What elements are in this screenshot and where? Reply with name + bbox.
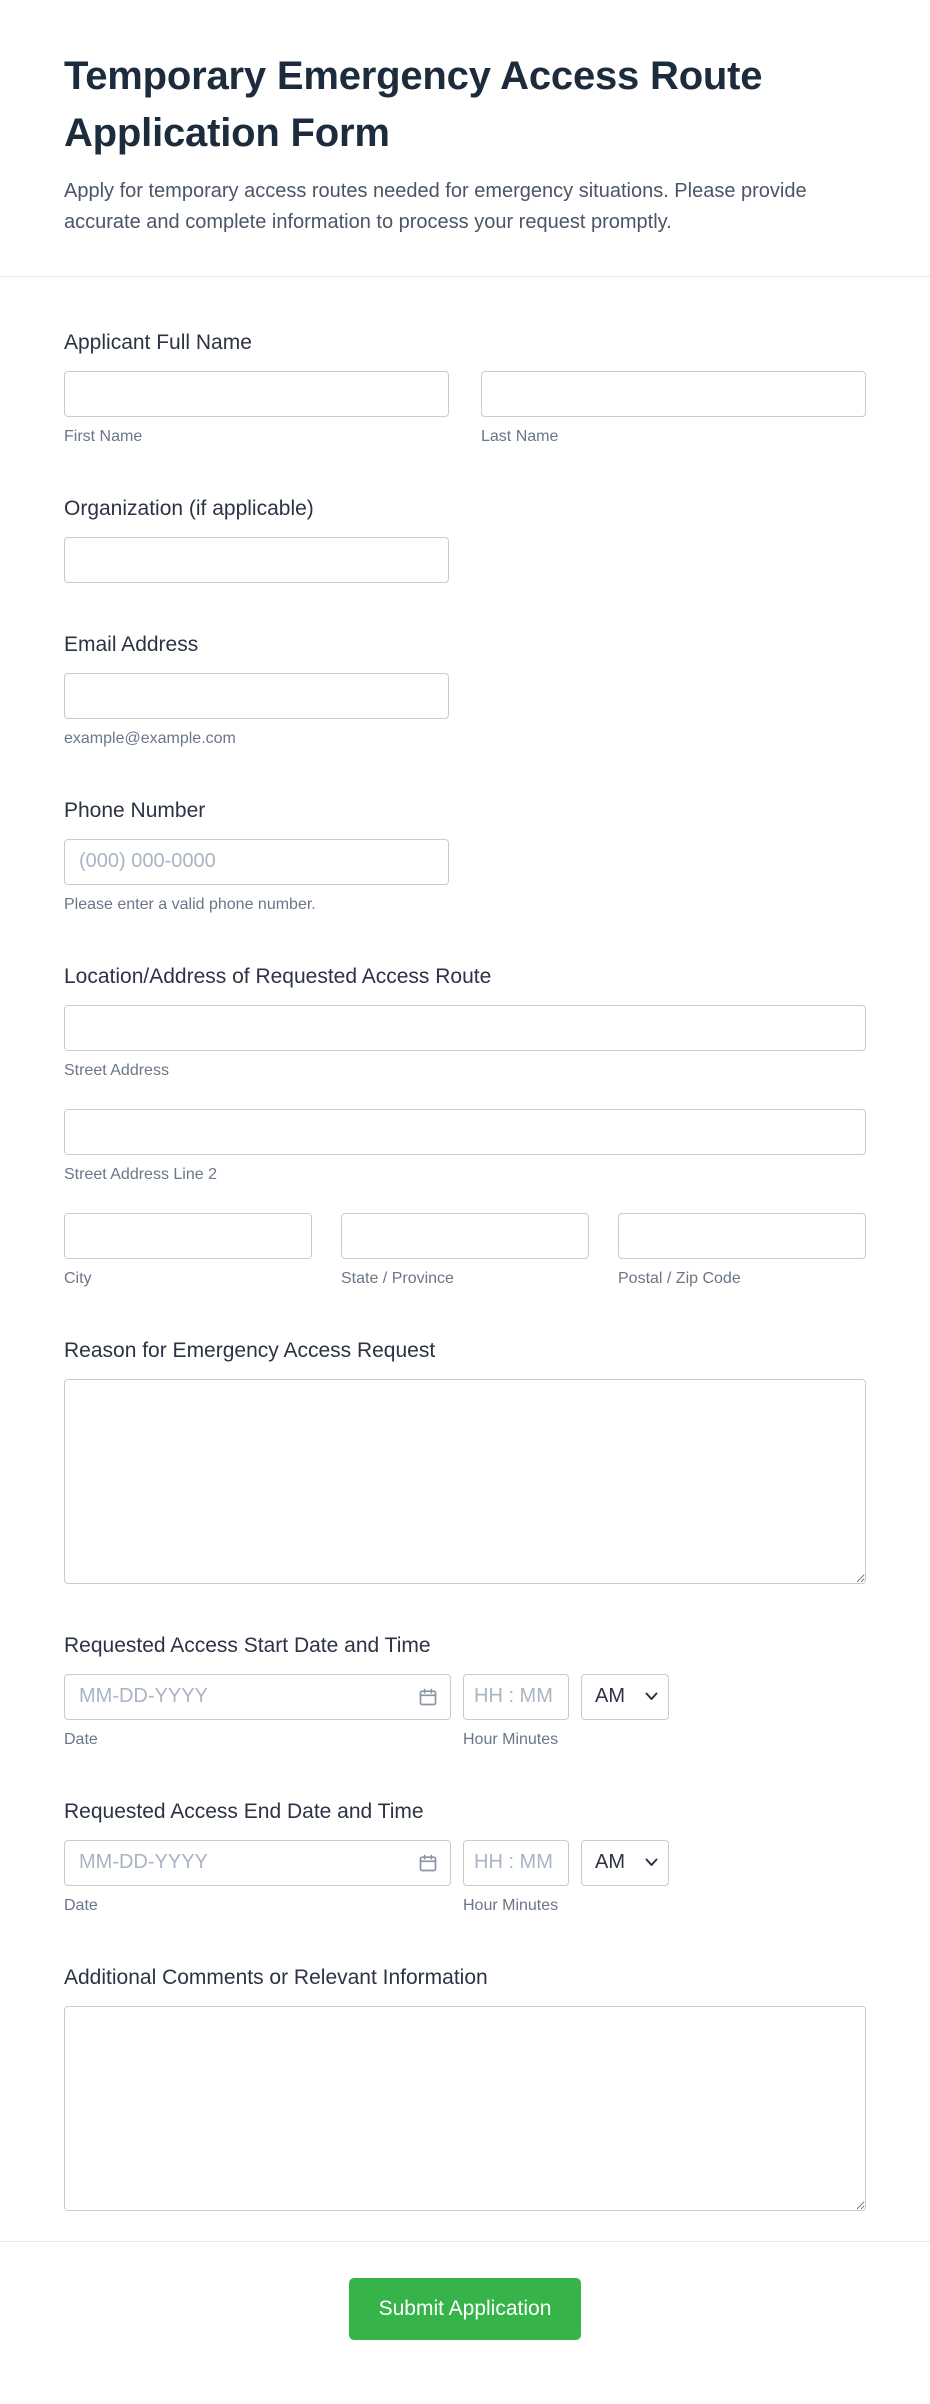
calendar-icon[interactable] [418,1687,438,1707]
start-ampm-value: AM [595,1685,625,1708]
email-sublabel: example@example.com [64,729,236,747]
form-footer [0,2242,930,2393]
city-sublabel: City [64,1269,92,1287]
end-time-sublabel: Hour Minutes [463,1896,559,1914]
state-sublabel: State / Province [341,1269,454,1287]
field-phone [64,797,866,915]
reason-textarea[interactable] [64,1379,866,1584]
email-input[interactable] [64,673,449,719]
first-name-input[interactable] [64,371,449,417]
comments-textarea[interactable] [64,2006,866,2211]
field-comments [64,1964,866,2211]
end-date-sublabel: Date [64,1896,98,1914]
chevron-down-icon [645,1692,658,1701]
postal-code-sublabel: Postal / Zip Code [618,1269,741,1287]
organization-input[interactable] [64,537,449,583]
street-address-line2-sublabel: Street Address Line 2 [64,1165,217,1183]
start-time-input[interactable] [463,1674,569,1720]
comments-label: Additional Comments or Relevant Information [64,1965,488,1989]
end-time-input[interactable] [463,1840,569,1886]
street-address-line2-input[interactable] [64,1109,866,1155]
reason-label: Reason for Emergency Access Request [64,1338,436,1362]
full-name-label: Applicant Full Name [64,330,252,354]
phone-input[interactable] [64,839,449,885]
start-date-sublabel: Date [64,1730,98,1748]
street-address-input[interactable] [64,1005,866,1051]
start-ampm-select[interactable] [581,1674,669,1720]
end-ampm-value: AM [595,1851,625,1874]
first-name-sublabel: First Name [64,427,143,445]
phone-sublabel: Please enter a valid phone number. [64,895,316,913]
phone-label: Phone Number [64,798,206,822]
calendar-icon[interactable] [418,1853,438,1873]
city-input[interactable] [64,1213,312,1259]
form-header [0,0,930,276]
field-end-datetime [64,1798,866,1916]
address-label: Location/Address of Requested Access Route [64,964,492,988]
state-input[interactable] [341,1213,589,1259]
end-datetime-label: Requested Access End Date and Time [64,1799,424,1823]
email-label: Email Address [64,632,199,656]
field-email [64,631,866,749]
form-body [0,277,930,2241]
field-reason [64,1337,866,1584]
field-full-name [64,329,866,447]
start-date-input[interactable] [64,1674,451,1720]
start-datetime-label: Requested Access Start Date and Time [64,1633,431,1657]
end-date-input[interactable] [64,1840,451,1886]
page-title: Temporary Emergency Access Route Application Form [64,54,763,155]
postal-code-input[interactable] [618,1213,866,1259]
organization-label: Organization (if applicable) [64,496,314,520]
form-description: Apply for temporary access routes needed for emergency situations. Please provide accurate and complete information to process your request promptly. [64,179,807,233]
chevron-down-icon [645,1858,658,1867]
field-organization [64,495,866,583]
last-name-input[interactable] [481,371,866,417]
field-address [64,963,866,1289]
field-start-datetime [64,1632,866,1750]
submit-button[interactable]: Submit Application [349,2278,582,2340]
start-time-sublabel: Hour Minutes [463,1730,559,1748]
end-ampm-select[interactable] [581,1840,669,1886]
last-name-sublabel: Last Name [481,427,559,445]
street-address-sublabel: Street Address [64,1061,169,1079]
